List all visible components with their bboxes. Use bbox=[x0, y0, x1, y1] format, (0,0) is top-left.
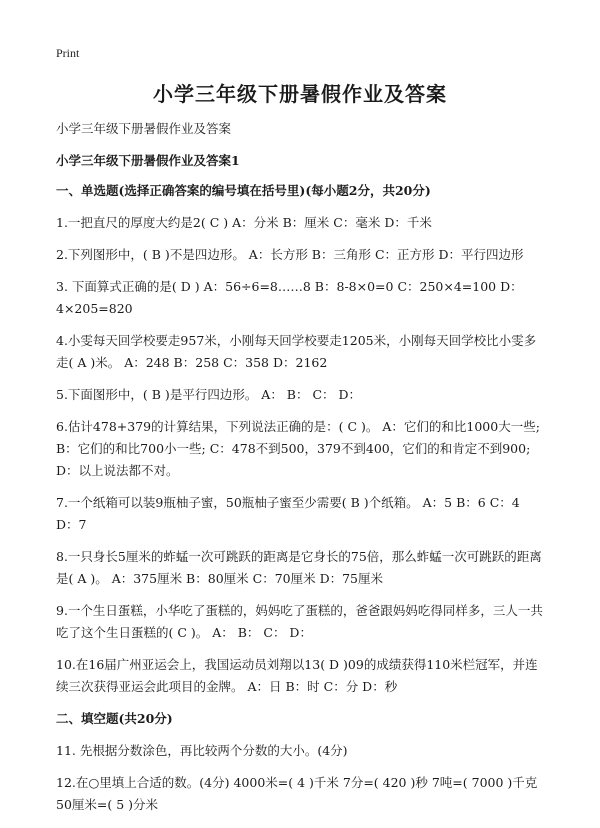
page-title: 小学三年级下册暑假作业及答案 bbox=[153, 82, 447, 106]
section-header-fill: 二、填空题(共20分) bbox=[56, 711, 173, 726]
question-item: 8.一只身长5厘米的蚱蜢一次可跳跃的距离是它身长的75倍，那么蚱蜢一次可跳跃的距离是( A )。 A：375厘米 B：80厘米 C：70厘米 D：75厘米 bbox=[56, 549, 542, 586]
question-item: 11. 先根据分数涂色，再比较两个分数的大小。(4分) bbox=[56, 743, 348, 758]
question-item: 4.小雯每天回学校要走957米，小刚每天回学校要走1205米，小刚每天回学校比小雯多走( A )米。 A：248 B：258 C：358 D：2162 bbox=[56, 333, 537, 370]
question-item: 2.下列图形中，( B )不是四边形。 A：长方形 B：三角形 C：正方形 D：平行四边形 bbox=[56, 247, 524, 262]
question-item: 1.一把直尺的厚度大约是2( C ) A：分米 B：厘米 C：毫米 D：千米 bbox=[56, 215, 432, 230]
question-item: 3. 下面算式正确的是( D ) A：56÷6=8……8 B：8-8×0=0 C：250×4=100 D：4×205=820 bbox=[56, 279, 523, 316]
article-subtitle: 小学三年级下册暑假作业及答案 bbox=[56, 121, 232, 136]
question-item: 6.估计478+379的计算结果，下列说法正确的是：( C )。 A：它们的和比1000大一些; B：它们的和比700小一些; C：478不到500，379不到400，它们的和肯定不到900; D：以上说法都不对。 bbox=[56, 419, 540, 478]
question-item: 7.一个纸箱可以装9瓶柚子蜜，50瓶柚子蜜至少需要( B )个纸箱。 A：5 B：6 C：4 D：7 bbox=[56, 495, 520, 532]
question-item: 9.一个生日蛋糕，小华吃了蛋糕的，妈妈吃了蛋糕的，爸爸跟妈妈吃得同样多，三人一共吃了这个生日蛋糕的( C )。 A： B： C： D： bbox=[56, 603, 543, 640]
print-link[interactable]: Print bbox=[56, 46, 80, 60]
article-heading: 小学三年级下册暑假作业及答案1 bbox=[56, 153, 240, 168]
article-body bbox=[56, 118, 546, 826]
question-item: 5.下面图形中，( B )是平行四边形。 A： B： C： D： bbox=[56, 387, 362, 402]
question-item: 12.在○里填上合适的数。(4分) 4000米=( 4 )千米 7分=( 420 )秒 7吨=( 7000 )千克 50厘米=( 5 )分米 bbox=[56, 775, 538, 812]
question-item: 10.在16届广州亚运会上，我国运动员刘翔以13( D )09的成绩获得110米栏冠军，并连续三次获得亚运会此项目的金牌。 A：日 B：时 C：分 D：秒 bbox=[56, 657, 538, 694]
section-header-choice: 一、单选题(选择正确答案的编号填在括号里)(每小题2分，共20分) bbox=[56, 183, 431, 198]
